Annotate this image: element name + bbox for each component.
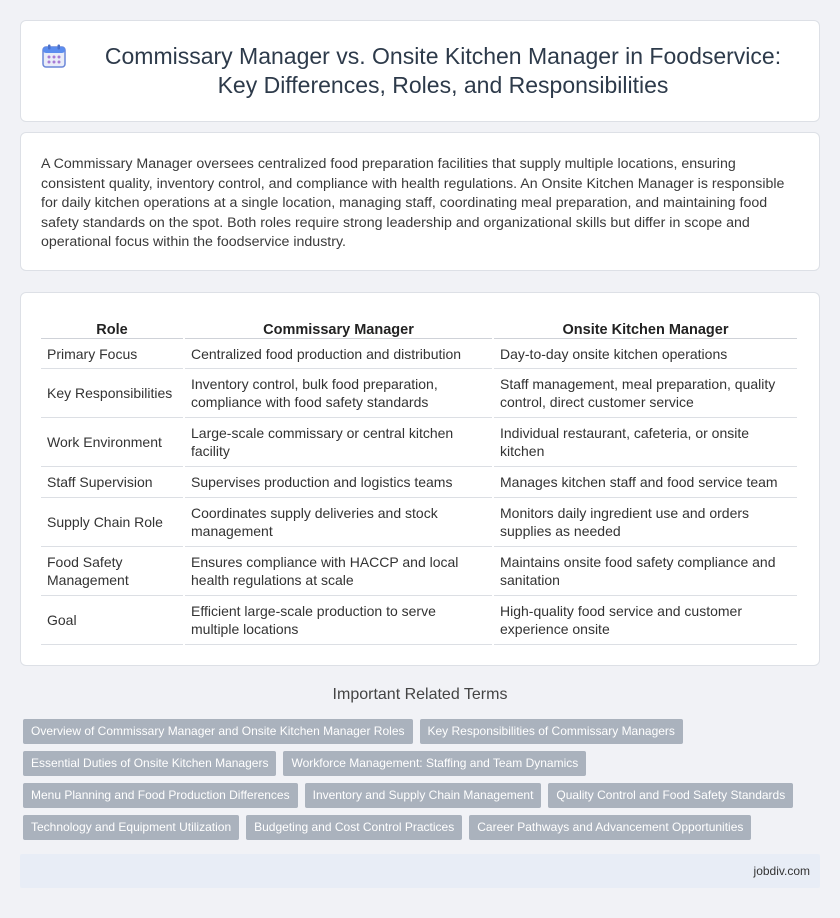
row-label: Supply Chain Role — [41, 498, 183, 547]
page-title: Commissary Manager vs. Onsite Kitchen Manager in Foodservice: Key Differences, Roles, and Responsibilities — [104, 43, 782, 98]
related-term-tag[interactable]: Key Responsibilities of Commissary Managers — [420, 719, 683, 744]
tag-row — [23, 719, 823, 744]
row-label: Work Environment — [41, 418, 183, 467]
row-label: Staff Supervision — [41, 467, 183, 498]
onsite-cell: Monitors daily ingredient use and orders supplies as needed — [494, 498, 797, 547]
intro-paragraph: A Commissary Manager oversees centralized food preparation facilities that supply multiple locations, ensuring consistent quality, inventory control, and compliance with health regulations. An Onsite Kitchen Manager is responsible for daily kitchen operations at a single location, managing staff, coordinating meal preparation, and maintaining food safety standards on the spot. Both roles require strong leadership and organizational skills but differ in scope and operational focus within the foodservice industry. — [41, 156, 785, 250]
related-term-tag[interactable]: Technology and Equipment Utilization — [23, 815, 239, 840]
table-row — [41, 498, 797, 547]
related-term-tag[interactable]: Career Pathways and Advancement Opportunities — [469, 815, 751, 840]
calendar-icon — [41, 43, 67, 69]
related-term-tag[interactable]: Inventory and Supply Chain Management — [305, 783, 542, 808]
commissary-cell: Efficient large-scale production to serve multiple locations — [185, 596, 492, 645]
related-term-tag[interactable]: Overview of Commissary Manager and Onsite Kitchen Manager Roles — [23, 719, 413, 744]
onsite-cell: Individual restaurant, cafeteria, or onsite kitchen — [494, 418, 797, 467]
row-label: Key Responsibilities — [41, 369, 183, 418]
onsite-cell: Staff management, meal preparation, quality control, direct customer service — [494, 369, 797, 418]
row-label: Goal — [41, 596, 183, 645]
onsite-cell: Maintains onsite food safety compliance and sanitation — [494, 547, 797, 596]
table-row — [41, 596, 797, 645]
row-label: Primary Focus — [41, 339, 183, 369]
commissary-cell: Coordinates supply deliveries and stock management — [185, 498, 492, 547]
onsite-cell: Day-to-day onsite kitchen operations — [494, 339, 797, 369]
related-term-tag[interactable]: Budgeting and Cost Control Practices — [246, 815, 462, 840]
commissary-cell: Ensures compliance with HACCP and local health regulations at scale — [185, 547, 492, 596]
footer — [20, 854, 820, 888]
intro-card — [20, 132, 820, 271]
row-label: Food Safety Management — [41, 547, 183, 596]
table-header-row — [41, 313, 797, 339]
related-terms-heading: Important Related Terms — [332, 686, 508, 703]
table-row — [41, 369, 797, 418]
table-row — [41, 339, 797, 369]
related-terms-list — [23, 719, 823, 847]
onsite-cell: Manages kitchen staff and food service team — [494, 467, 797, 498]
related-term-tag[interactable]: Essential Duties of Onsite Kitchen Managers — [23, 751, 276, 776]
title-card — [20, 20, 820, 122]
related-term-tag[interactable]: Menu Planning and Food Production Differences — [23, 783, 298, 808]
table-row — [41, 547, 797, 596]
table-row — [41, 467, 797, 498]
related-term-tag[interactable]: Workforce Management: Staffing and Team Dynamics — [283, 751, 586, 776]
commissary-cell: Inventory control, bulk food preparation, compliance with food safety standards — [185, 369, 492, 418]
comparison-table-card — [20, 292, 820, 666]
tag-row — [23, 751, 823, 776]
column-header-onsite: Onsite Kitchen Manager — [494, 313, 797, 339]
related-term-tag[interactable]: Quality Control and Food Safety Standards — [548, 783, 793, 808]
footer-site-link[interactable]: jobdiv.com — [753, 864, 810, 878]
column-header-role: Role — [41, 313, 183, 339]
comparison-table — [39, 313, 799, 645]
table-row — [41, 418, 797, 467]
tag-row — [23, 783, 823, 808]
commissary-cell: Large-scale commissary or central kitchen facility — [185, 418, 492, 467]
tag-row — [23, 815, 823, 840]
commissary-cell: Supervises production and logistics teams — [185, 467, 492, 498]
onsite-cell: High-quality food service and customer experience onsite — [494, 596, 797, 645]
column-header-commissary: Commissary Manager — [185, 313, 492, 339]
commissary-cell: Centralized food production and distribution — [185, 339, 492, 369]
